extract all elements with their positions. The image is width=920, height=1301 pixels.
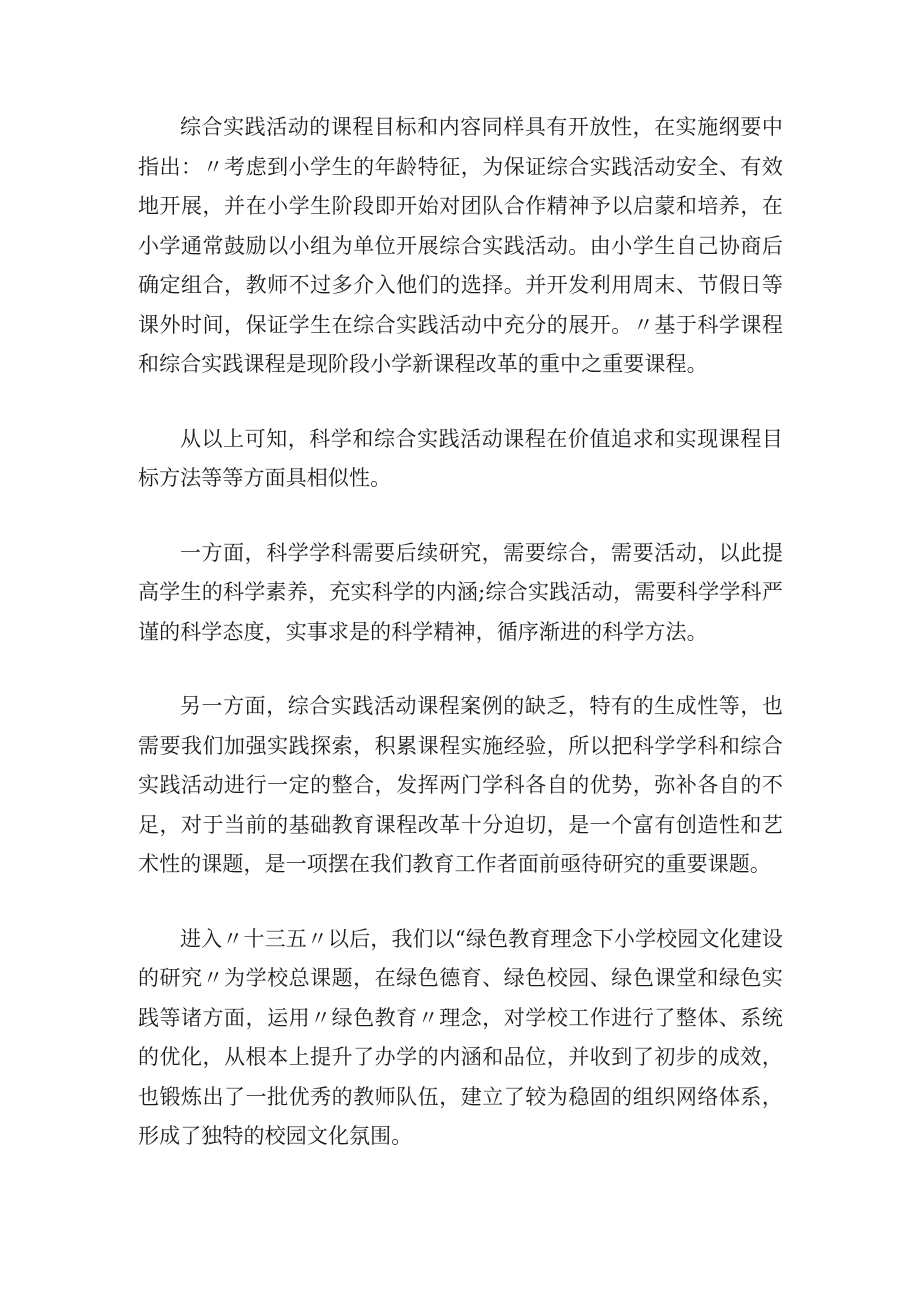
document-body: [138, 108, 783, 1157]
paragraph-2: 从以上可知，科学和综合实践活动课程在价值追求和实现课程目标方法等等方面具相似性。: [138, 426, 783, 490]
paragraph-5: 进入〃十三五〃以后，我们以“绿色教育理念下小学校园文化建设的研究〃为学校总课题，在绿色德育、绿色校园、绿色课堂和绿色实践等诸方面，运用〃绿色教育〃理念，对学校工作进行了整体、系统的优化，从根本上提升了办学的内涵和品位，并收到了初步的成效，也锻炼出了一批优秀的教师队伍，建立了较为稳固的组织网络体系，形成了独特的校园文化氛围。: [138, 926, 783, 1148]
paragraph-1: 综合实践活动的课程目标和内容同样具有开放性，在实施纲要中指出：〃考虑到小学生的年龄特征，为保证综合实践活动安全、有效地开展，并在小学生阶段即开始对团队合作精神予以启蒙和培养，在小学通常鼓励以小组为单位开展综合实践活动。由小学生自己协商后确定组合，教师不过多介入他们的选择。并开发利用周末、节假日等课外时间，保证学生在综合实践活动中充分的展开。〃基于科学课程和综合实践课程是现阶段小学新课程改革的重中之重要课程。: [138, 115, 783, 376]
paragraph-3: 一方面，科学学科需要后续研究，需要综合，需要活动，以此提高学生的科学素养，充实科学的内涵;综合实践活动，需要科学学科严谨的科学态度，实事求是的科学精神，循序渐进的科学方法。: [138, 540, 783, 644]
paragraph-4: 另一方面，综合实践活动课程案例的缺乏，特有的生成性等，也需要我们加强实践探索，积累课程实施经验，所以把科学学科和综合实践活动进行一定的整合，发挥两门学科各自的优势，弥补各自的不足，对于当前的基础教育课程改革十分迫切，是一个富有创造性和艺术性的课题，是一项摆在我们教育工作者面前亟待研究的重要课题。: [138, 694, 783, 876]
